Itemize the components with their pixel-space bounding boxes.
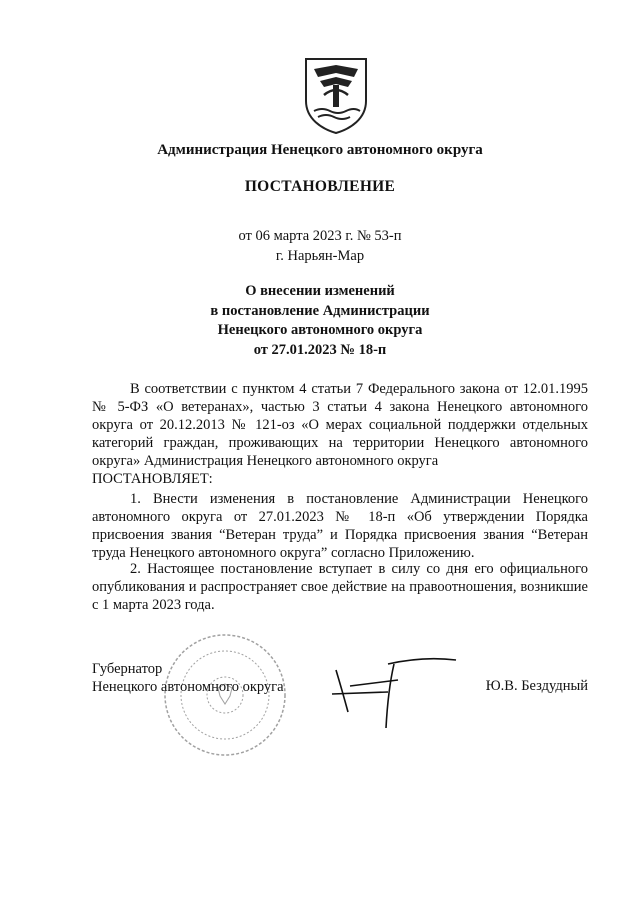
intro-text: В соответствии с пунктом 4 статьи 7 Федерального закона от 12.01.1995 № 5-ФЗ «О ветеранах», частью 3 статьи 4 закона Ненецкого автономного округа от 20.12.2013 № 121-оз «О мерах социальной поддержки отдельных категорий граждан, проживающих на территории Ненецкого автономного округа» Администрация Ненецкого автономного округа (92, 381, 588, 469)
organization-name: Администрация Ненецкого автономного округа (157, 142, 483, 158)
subject-line-2: в постановление Администрации (210, 302, 430, 319)
signatory-name: Ю.В. Бездудный (485, 678, 588, 694)
document-city: г. Нарьян-Мар (275, 248, 365, 264)
coat-of-arms-emblem (300, 55, 372, 135)
intro-paragraph (92, 380, 588, 488)
document-date-number: от 06 марта 2023 г. № 53-п (238, 228, 402, 244)
signatory-title (92, 660, 284, 696)
item-2-paragraph (92, 560, 588, 614)
subject-line-4: от 27.01.2023 № 18-п (253, 341, 387, 358)
subject-line-1: О внесении изменений (245, 283, 395, 299)
handwritten-signature (328, 650, 458, 730)
item-2-text: 2. Настоящее постановление вступает в силу со дня его официального опубликования и распространяет свое действие на правоотношения, возникшие с 1 марта 2023 года. (92, 561, 588, 613)
item-1-text: 1. Внести изменения в постановление Администрации Ненецкого автономного округа от 27.01.2023 № 18-п «Об утверждении Порядка присвоения звания “Ветеран труда” и Порядка присвоения звания “Ветеран труда Ненецкого автономного округа” согласно Приложению. (92, 491, 588, 561)
document-type: ПОСТАНОВЛЕНИЕ (244, 178, 396, 195)
document-subject (0, 282, 640, 360)
signatory-title-line-2: Ненецкого автономного округа (92, 679, 284, 695)
item-1-paragraph (92, 490, 588, 562)
signatory-title-line-1: Губернатор (92, 661, 163, 677)
resolves-heading: ПОСТАНОВЛЯЕТ: (92, 471, 213, 487)
subject-line-3: Ненецкого автономного округа (217, 322, 423, 338)
